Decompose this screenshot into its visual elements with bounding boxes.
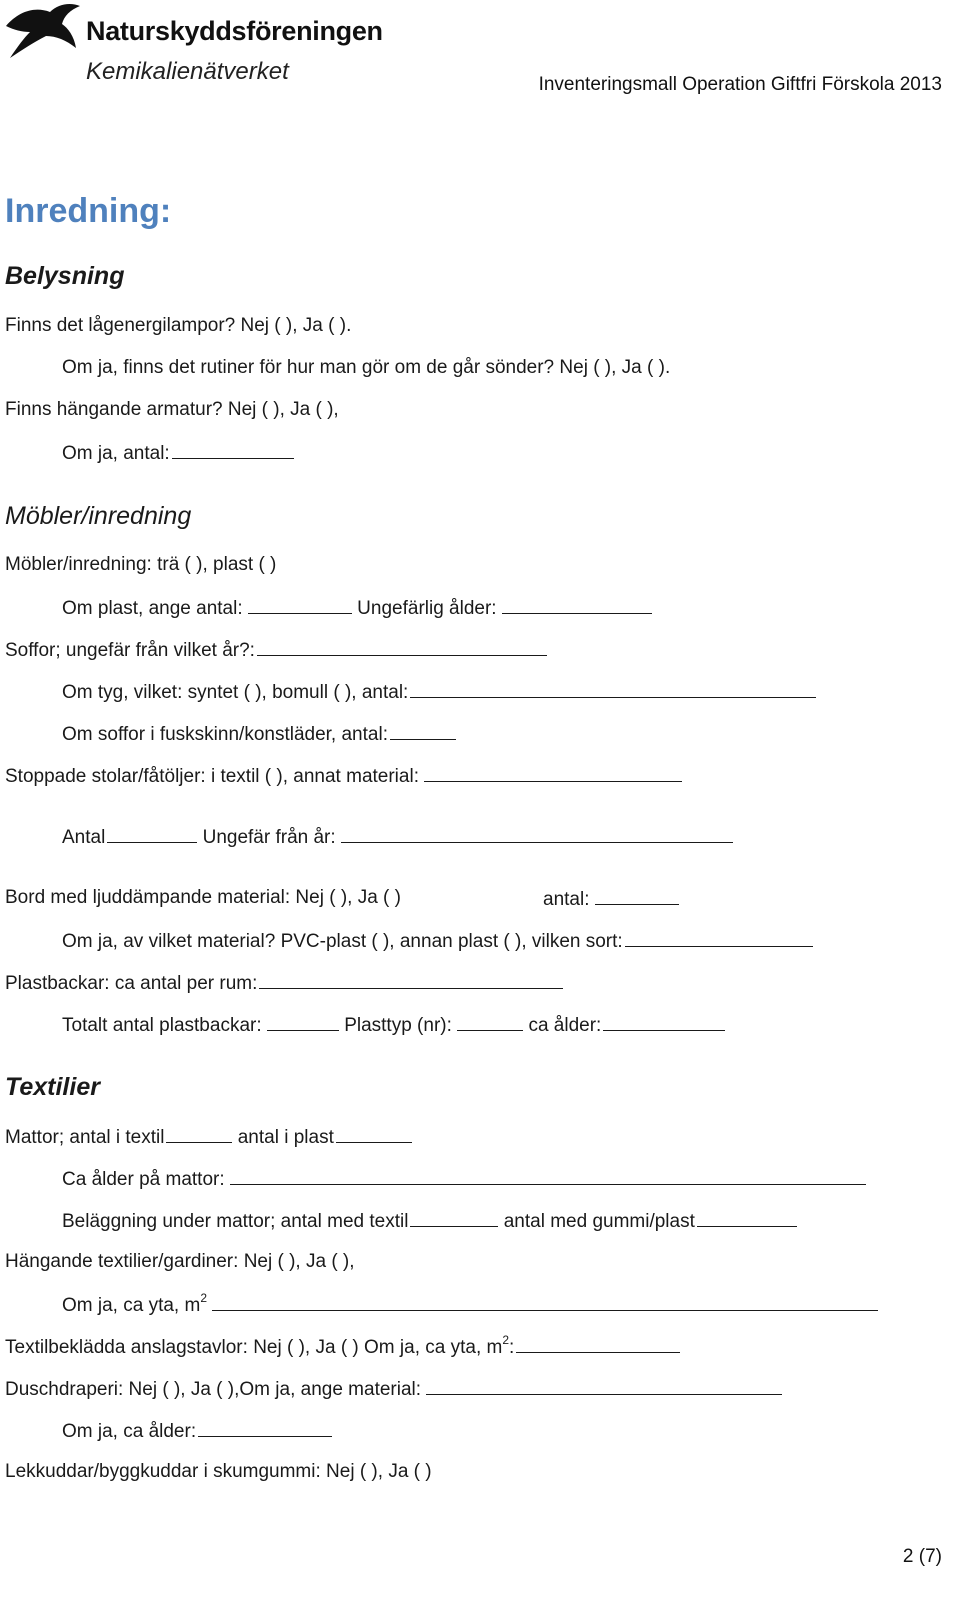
org-subtitle: Kemikalienätverket [86, 58, 289, 85]
field-soffor-ar[interactable] [257, 637, 547, 656]
q-duschdraperi-alder [62, 1418, 332, 1444]
label-stoppade-stolar: Stoppade stolar/fåtöljer: i textil ( ), annat material: [5, 766, 419, 787]
label-anslagstavlor-colon: : [509, 1337, 515, 1358]
label-mattor-plast: antal i plast [237, 1127, 334, 1148]
q-lagenergilampor: Finns det lågenergilampor? Nej ( ), Ja ( ). [5, 315, 352, 336]
field-duschdraperi-alder[interactable] [198, 1418, 332, 1437]
q-plastbackar [5, 970, 563, 996]
field-plastbackar-per-rum[interactable] [259, 970, 563, 989]
field-soffor-fuskskinn[interactable] [390, 721, 456, 740]
label-stolar-antal: Antal [62, 827, 106, 848]
q-gardiner: Hängande textilier/gardiner: Nej ( ), Ja ( ), [5, 1251, 355, 1272]
label-bord-antal: antal: [543, 889, 590, 910]
q-rutiner: Om ja, finns det rutiner för hur man gör om de går sönder? Nej ( ), Ja ( ). [62, 357, 671, 378]
label-duschdraperi: Duschdraperi: Nej ( ), Ja ( ),Om ja, ange material: [5, 1379, 422, 1400]
org-name: Naturskyddsföreningen [86, 16, 383, 46]
q-anslagstavlor [5, 1334, 680, 1360]
field-mattor-alder[interactable] [230, 1166, 866, 1185]
label-stolar-ar: Ungefär från år: [202, 827, 336, 848]
field-plasttyp[interactable] [457, 1012, 523, 1031]
q-mobler-material: Möbler/inredning: trä ( ), plast ( ) [5, 554, 277, 575]
field-mattor-textil[interactable] [166, 1124, 232, 1143]
heading-mobler: Möbler/inredning [5, 502, 192, 530]
label-totalt-plastbackar: Totalt antal plastbackar: [62, 1015, 262, 1036]
label-ca-alder: ca ålder: [528, 1015, 602, 1036]
heading-textilier: Textilier [5, 1073, 100, 1101]
field-anslagstavlor-yta[interactable] [516, 1334, 680, 1353]
heading-belysning: Belysning [5, 262, 125, 290]
superscript-2: 2 [502, 1333, 510, 1347]
field-plastbackar-alder[interactable] [603, 1012, 725, 1031]
q-stoppade-stolar [5, 763, 682, 789]
field-belaggning-gummi[interactable] [697, 1208, 797, 1227]
q-hangande-armatur: Finns hängande armatur? Nej ( ), Ja ( ), [5, 399, 339, 420]
q-plast-antal-alder [62, 595, 652, 621]
logo [4, 2, 384, 90]
q-mattor-alder [62, 1166, 866, 1192]
field-armatur-antal[interactable] [172, 440, 294, 459]
q-soffor-tyg [62, 679, 816, 705]
label-gardiner-yta: Om ja, ca yta, m [62, 1295, 201, 1316]
label-duschdraperi-alder: Om ja, ca ålder: [62, 1421, 197, 1442]
q-gardiner-yta [62, 1292, 878, 1318]
field-stoppade-stolar-material[interactable] [424, 763, 682, 782]
label-bord-material: Om ja, av vilket material? PVC-plast ( ), annan plast ( ), vilken sort: [62, 931, 623, 952]
field-bord-material[interactable] [625, 928, 813, 947]
field-gardiner-yta[interactable] [212, 1292, 878, 1311]
field-belaggning-textil[interactable] [410, 1208, 498, 1227]
label-anslagstavlor: Textilbeklädda anslagstavlor: Nej ( ), Ja ( ) Om ja, ca yta, m [5, 1337, 503, 1358]
document-title: Inventeringsmall Operation Giftfri Förskola 2013 [538, 74, 942, 95]
page-number: 2 (7) [902, 1546, 942, 1567]
q-bord-material [62, 928, 813, 954]
label-soffor-fuskskinn: Om soffor i fuskskinn/konstläder, antal: [62, 724, 388, 745]
field-stolar-ar[interactable] [341, 824, 733, 843]
field-mattor-plast[interactable] [336, 1124, 412, 1143]
q-bord-ljuddampande [5, 886, 401, 910]
label-bord-ljuddampande: Bord med ljuddämpande material: Nej ( ), Ja ( ) [5, 887, 401, 908]
bird-logo-icon [4, 2, 82, 62]
q-soffor-ar [5, 637, 547, 663]
label-plast-antal: Om plast, ange antal: [62, 598, 243, 619]
q-stolar-antal-ar [62, 824, 733, 850]
label-belaggning-textil: Beläggning under mattor; antal med textil [62, 1211, 409, 1232]
q-soffor-fuskskinn [62, 721, 456, 747]
section-title: Inredning: [5, 192, 172, 230]
label-armatur-antal: Om ja, antal: [62, 443, 170, 464]
field-duschdraperi-material[interactable] [426, 1376, 782, 1395]
q-belaggning [62, 1208, 797, 1234]
q-lekkuddar: Lekkuddar/byggkuddar i skumgummi: Nej ( ), Ja ( ) [5, 1461, 432, 1482]
q-plastbackar-totalt [62, 1012, 725, 1038]
field-stolar-antal[interactable] [107, 824, 197, 843]
label-soffor-ar: Soffor; ungefär från vilket år?: [5, 640, 255, 661]
label-mattor-alder: Ca ålder på mattor: [62, 1169, 225, 1190]
q-armatur-antal [62, 440, 294, 466]
label-soffor-tyg: Om tyg, vilket: syntet ( ), bomull ( ), antal: [62, 682, 409, 703]
field-ungefarlig-alder[interactable] [502, 595, 652, 614]
field-soffor-tyg-antal[interactable] [410, 679, 816, 698]
field-plast-antal[interactable] [248, 595, 352, 614]
label-belaggning-gummi: antal med gummi/plast [503, 1211, 695, 1232]
field-bord-antal[interactable] [595, 886, 679, 905]
q-mattor [5, 1124, 412, 1150]
field-totalt-plastbackar[interactable] [267, 1012, 339, 1031]
label-plastbackar: Plastbackar: ca antal per rum: [5, 973, 258, 994]
label-ungefarlig-alder: Ungefärlig ålder: [357, 598, 497, 619]
label-plasttyp: Plasttyp (nr): [344, 1015, 452, 1036]
q-duschdraperi [5, 1376, 782, 1402]
label-mattor-textil: Mattor; antal i textil [5, 1127, 165, 1148]
q-bord-antal [543, 886, 679, 912]
superscript-2: 2 [200, 1291, 207, 1305]
